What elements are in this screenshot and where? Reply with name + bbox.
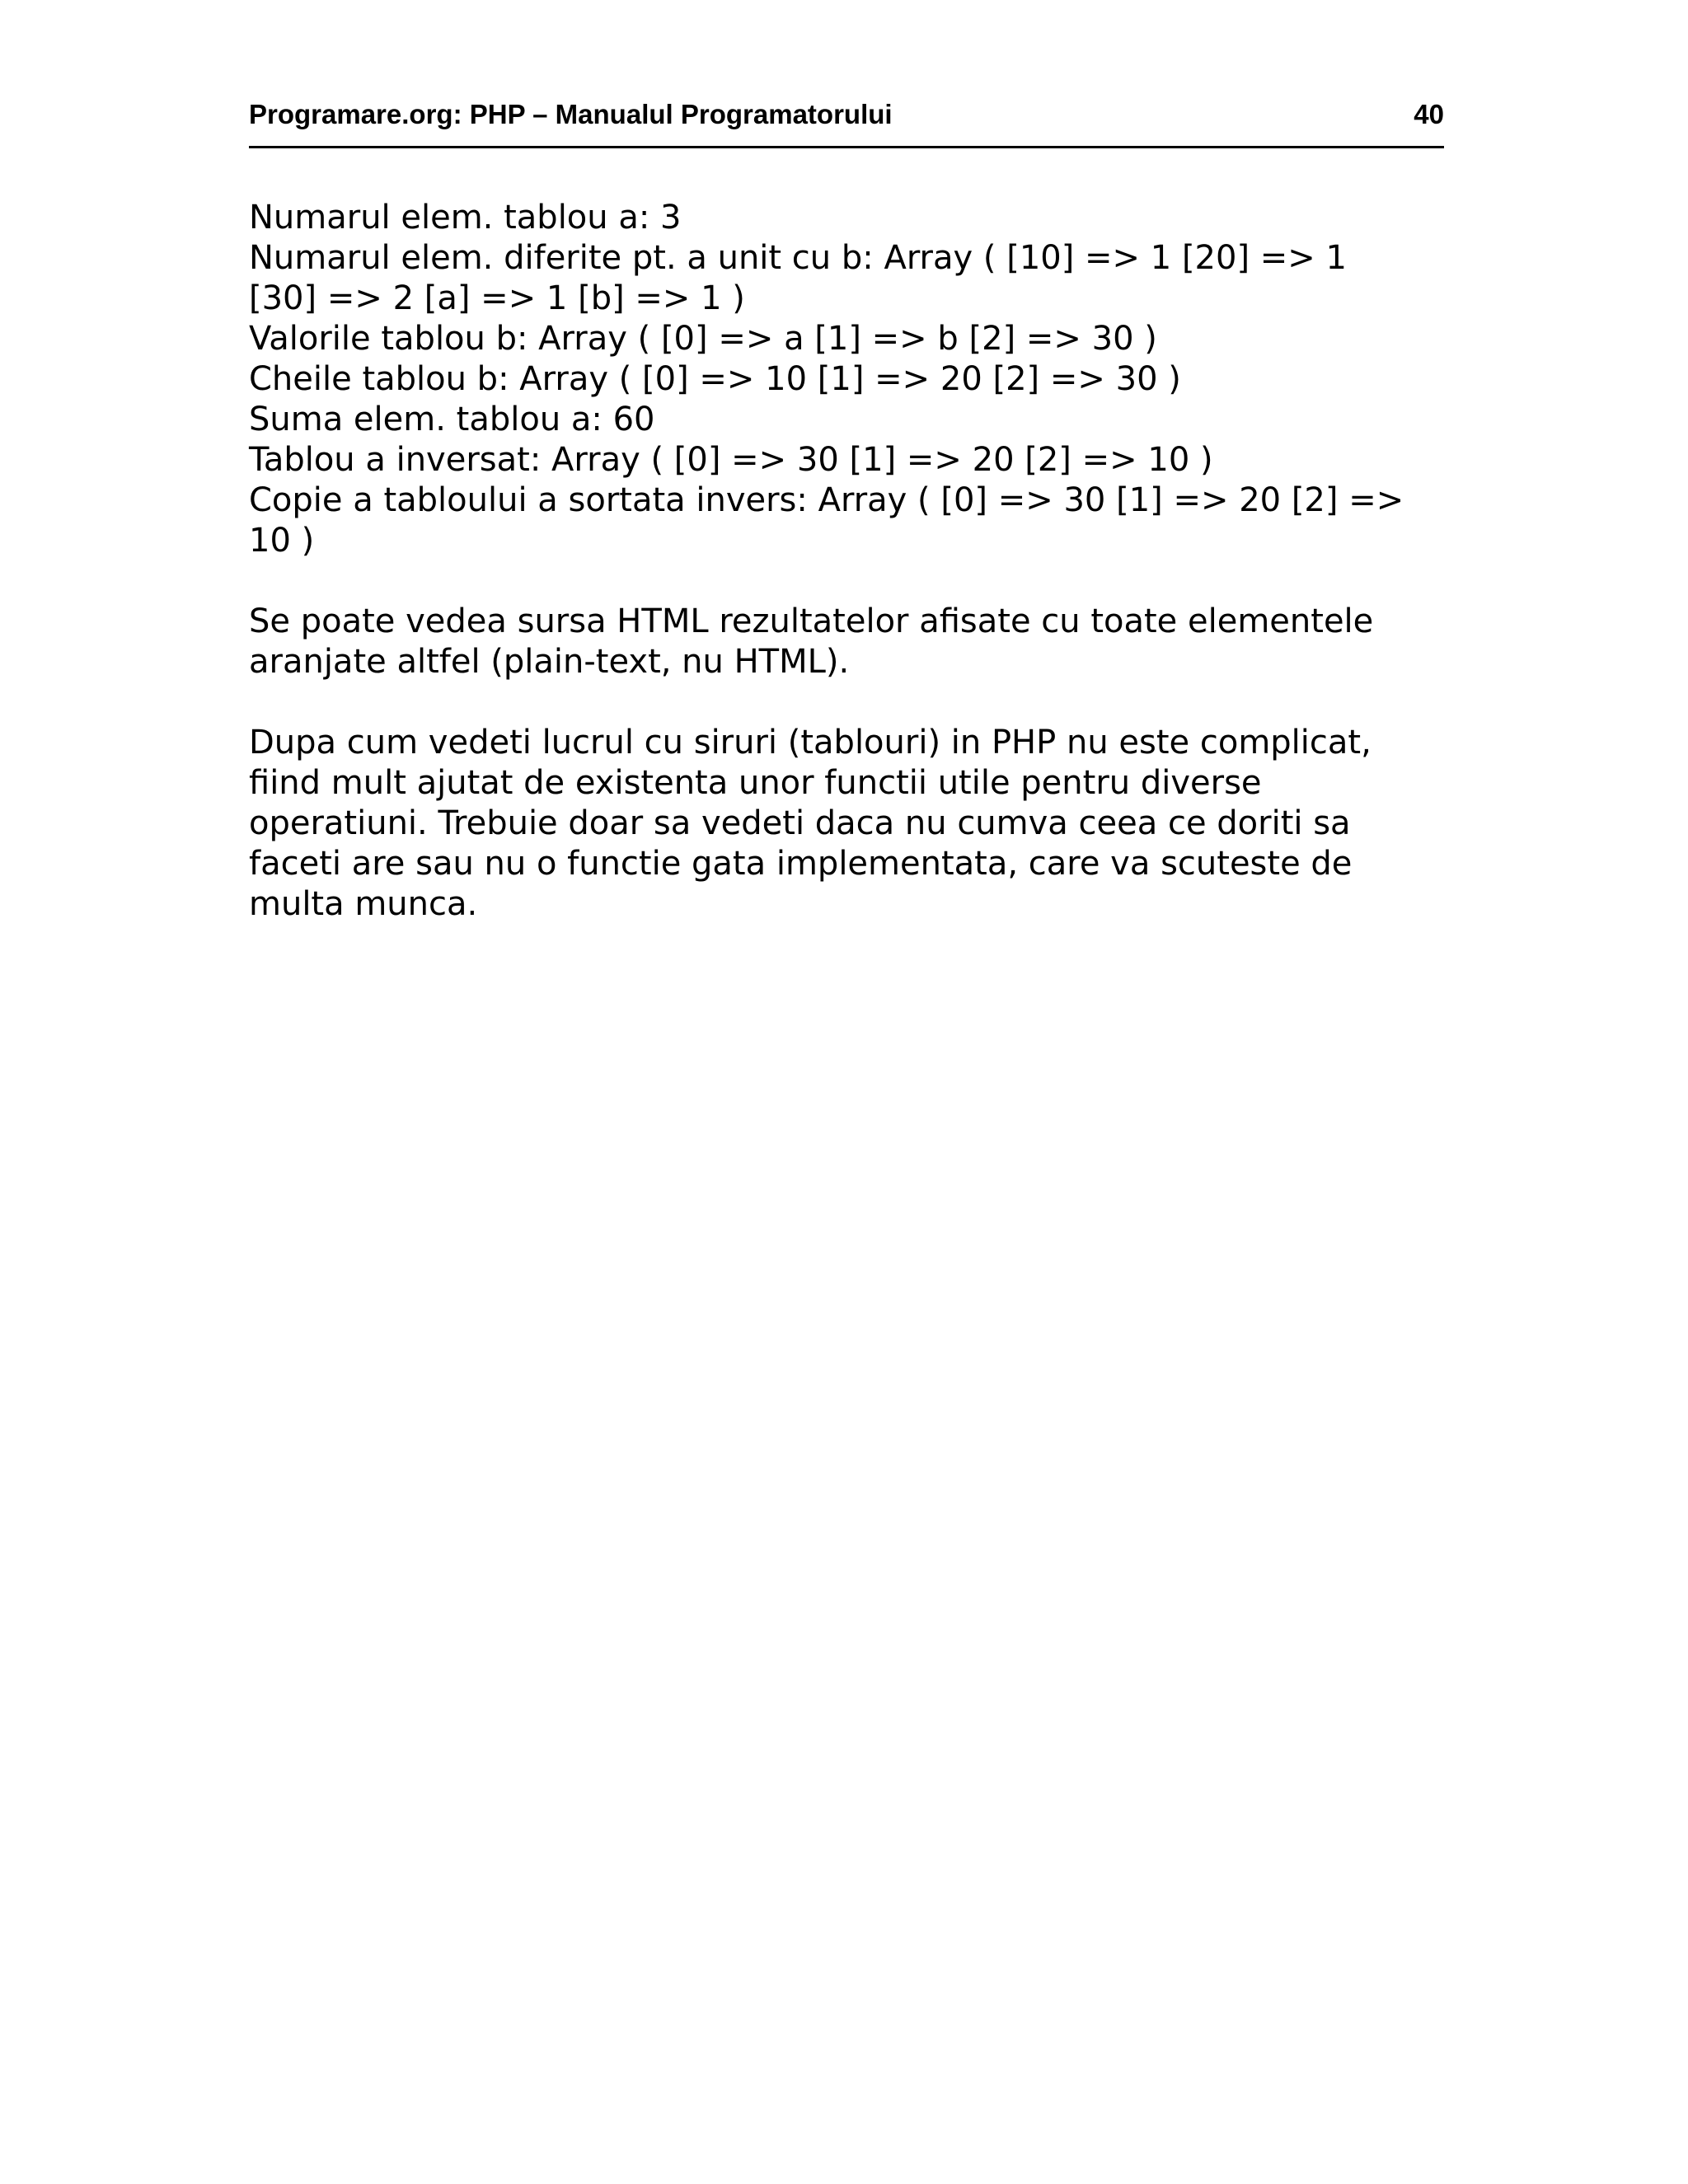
paragraph-conclusion: [249, 723, 1452, 925]
paragraph-line: operatiuni. Trebuie doar sa vedeti daca nu cumva ceea ce doriti sa: [249, 804, 1351, 842]
php-output-block: [249, 198, 1452, 561]
output-line: 10 ): [249, 522, 315, 560]
paragraph-line: multa munca.: [249, 885, 478, 923]
paragraph-line: Dupa cum vedeti lucrul cu siruri (tablouri) in PHP nu este complicat,: [249, 724, 1372, 762]
paragraph-line: faceti are sau nu o functie gata implementata, care va scuteste de: [249, 845, 1353, 883]
output-line: Tablou a inversat: Array ( [0] => 30 [1] => 20 [2] => 10 ): [249, 441, 1213, 479]
output-line: Cheile tablou b: Array ( [0] => 10 [1] => 20 [2] => 30 ): [249, 360, 1181, 398]
page-header: [249, 96, 1444, 148]
output-line: Copie a tabloului a sortata invers: Array ( [0] => 30 [1] => 20 [2] =>: [249, 481, 1404, 519]
output-line: Valorile tablou b: Array ( [0] => a [1] => b [2] => 30 ): [249, 320, 1157, 358]
paragraph-line: aranjate altfel (plain-text, nu HTML).: [249, 643, 850, 681]
paragraph-line: fiind mult ajutat de existenta unor functii utile pentru diverse: [249, 764, 1262, 802]
page-number: 40: [1414, 99, 1444, 129]
paragraph-html-source: [249, 602, 1452, 682]
output-line: Suma elem. tablou a: 60: [249, 401, 655, 438]
output-line: Numarul elem. tablou a: 3: [249, 199, 682, 237]
page-content: [249, 198, 1452, 925]
header-title: Programare.org: PHP – Manualul Programatorului: [249, 99, 893, 129]
output-line: Numarul elem. diferite pt. a unit cu b: Array ( [10] => 1 [20] => 1: [249, 239, 1347, 277]
paragraph-line: Se poate vedea sursa HTML rezultatelor afisate cu toate elementele: [249, 602, 1374, 640]
output-line: [30] => 2 [a] => 1 [b] => 1 ): [249, 279, 745, 317]
